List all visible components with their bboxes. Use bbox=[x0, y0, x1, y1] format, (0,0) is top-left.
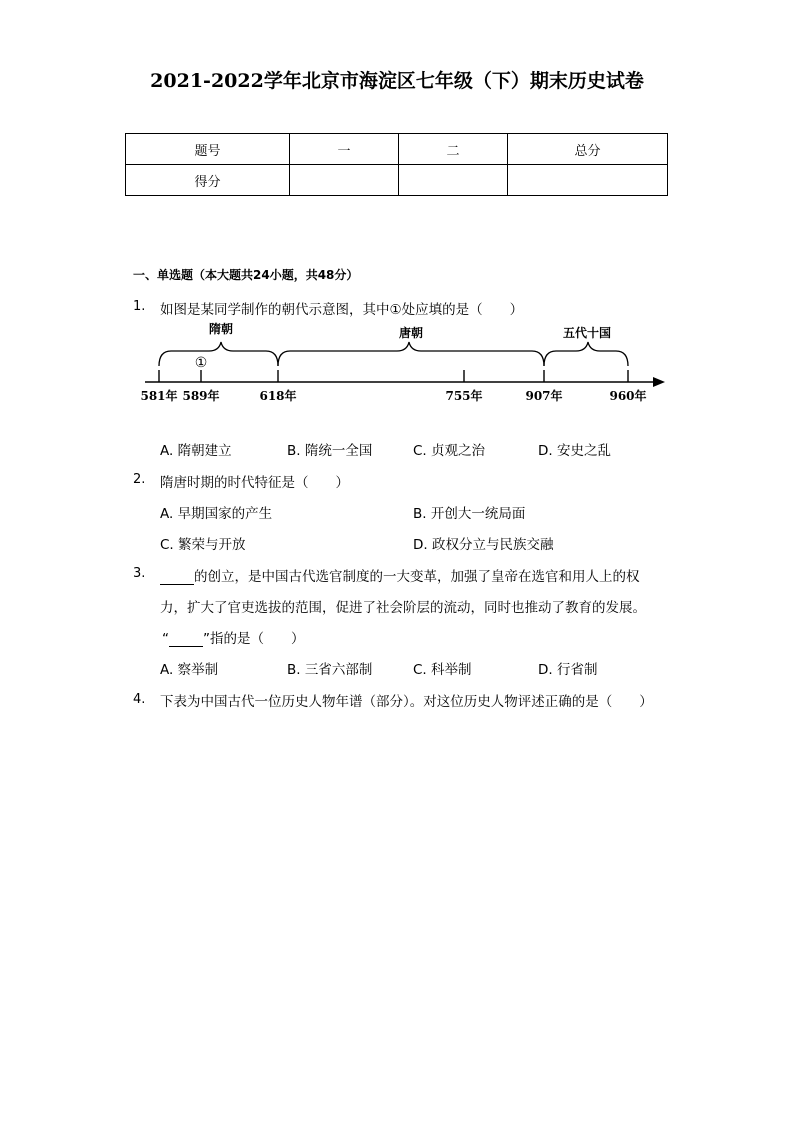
score-header-cell: 二 bbox=[399, 134, 508, 165]
year-label: 581年 bbox=[140, 389, 178, 403]
option-c: C. 贞观之治 bbox=[413, 443, 486, 459]
tang-brace bbox=[278, 342, 544, 366]
year-label: 589年 bbox=[182, 389, 220, 403]
option-a: A. 察举制 bbox=[160, 662, 219, 678]
option-d: D. 行省制 bbox=[538, 662, 598, 678]
option-a: A. 隋朝建立 bbox=[160, 443, 232, 459]
year-label: 907年 bbox=[525, 389, 563, 403]
option-b: B. 开创大一统局面 bbox=[413, 506, 526, 522]
wudai-label: 五代十国 bbox=[562, 326, 612, 340]
question-text-line1 bbox=[160, 565, 640, 585]
open-quote: “ bbox=[162, 631, 169, 647]
option-a: A. 早期国家的产生 bbox=[160, 506, 273, 522]
option-c: C. 科举制 bbox=[413, 662, 472, 678]
score-header-cell: 一 bbox=[290, 134, 399, 165]
score-table bbox=[125, 133, 668, 196]
question-text-fragment: ”指的是（ ） bbox=[203, 631, 305, 647]
option-b: B. 三省六部制 bbox=[287, 662, 373, 678]
dynasty-timeline bbox=[135, 318, 675, 408]
question-number: 4. bbox=[133, 692, 146, 707]
question-text-line2: 力，扩大了官吏选拔的范围，促进了社会阶层的流动，同时也推动了教育的发展。 bbox=[160, 600, 646, 616]
question-text: 下表为中国古代一位历史人物年谱（部分）。对这位历史人物评述正确的是（ ） bbox=[160, 694, 653, 710]
score-cell bbox=[508, 165, 668, 196]
year-label: 618年 bbox=[259, 389, 297, 403]
score-row-label: 得分 bbox=[126, 165, 290, 196]
answer-blank bbox=[160, 570, 194, 585]
question-text: 隋唐时期的时代特征是（ ） bbox=[160, 475, 349, 491]
score-table-header-row bbox=[126, 134, 668, 165]
year-label: 755年 bbox=[445, 389, 483, 403]
question-text-fragment: 的创立，是中国古代选官制度的一大变革，加强了皇帝在选官和用人上的权 bbox=[194, 569, 640, 585]
option-c: C. 繁荣与开放 bbox=[160, 537, 246, 553]
score-table-score-row bbox=[126, 165, 668, 196]
score-header-cell: 题号 bbox=[126, 134, 290, 165]
score-cell bbox=[290, 165, 399, 196]
arrow-head-icon bbox=[653, 377, 665, 387]
answer-blank bbox=[169, 632, 203, 647]
page-title: 2021-2022学年北京市海淀区七年级（下）期末历史试卷 bbox=[150, 70, 644, 92]
tang-label: 唐朝 bbox=[398, 326, 424, 340]
section-heading: 一、单选题（本大题共24小题，共48分） bbox=[133, 268, 359, 282]
wudai-brace bbox=[544, 342, 628, 366]
question-number: 3. bbox=[133, 566, 146, 581]
score-cell bbox=[399, 165, 508, 196]
sui-brace bbox=[159, 342, 278, 366]
question-text: 如图是某同学制作的朝代示意图，其中①处应填的是（ ） bbox=[160, 302, 524, 318]
sui-label: 隋朝 bbox=[208, 322, 234, 336]
option-b: B. 隋统一全国 bbox=[287, 443, 373, 459]
option-d: D. 安史之乱 bbox=[538, 443, 611, 459]
score-header-cell: 总分 bbox=[508, 134, 668, 165]
option-d: D. 政权分立与民族交融 bbox=[413, 537, 554, 553]
year-label: 960年 bbox=[609, 389, 647, 403]
marker-one-label: ① bbox=[194, 355, 208, 371]
question-text-line3 bbox=[162, 627, 305, 647]
question-number: 2. bbox=[133, 472, 146, 487]
question-number: 1. bbox=[133, 299, 146, 314]
